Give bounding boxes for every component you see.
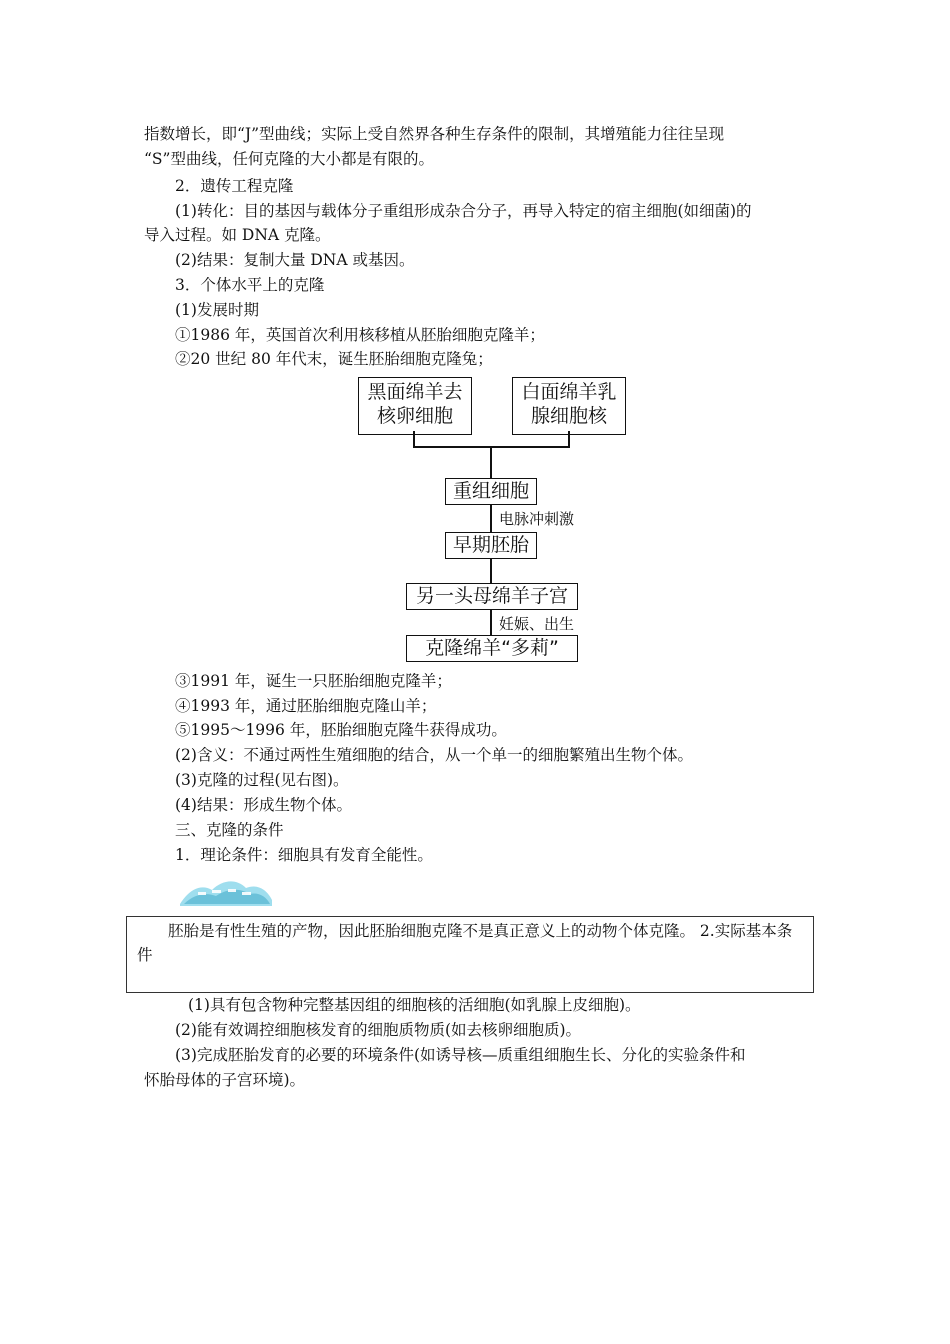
text-line: ①1986 年，英国首次利用核移植从胚胎细胞克隆羊；	[175, 326, 545, 344]
edge-label-electric-pulse: 电脉冲刺激	[499, 510, 575, 528]
text-line: ②20 世纪 80 年代末，诞生胚胎细胞克隆兔；	[175, 350, 493, 368]
text-line: 怀胎母体的子宫环境)。	[144, 1071, 306, 1089]
diagram-box-early-embryo: 早期胚胎	[445, 532, 537, 559]
section-heading: 三、克隆的条件	[175, 821, 284, 839]
connector	[490, 505, 492, 532]
connector	[490, 446, 492, 478]
text-line: “S”型曲线，任何克隆的大小都是有限的。	[144, 150, 434, 168]
text-line: (1)发展时期	[175, 301, 259, 319]
edge-label-pregnancy-birth: 妊娠、出生	[499, 615, 575, 633]
section-heading: 2．遗传工程克隆	[175, 177, 294, 195]
text-line: 指数增长，即“J”型曲线；实际上受自然界各种生存条件的限制，其增殖能力往往呈现	[144, 125, 725, 143]
note-text: 胚胎是有性生殖的产物，因此胚胎细胞克隆不是真正意义上的动物个体克隆。 2.实际基本条件	[137, 922, 793, 964]
text-line: (2)含义：不通过两性生殖细胞的结合，从一个单一的细胞繁殖出生物个体。	[175, 746, 693, 764]
diagram-box-surrogate-uterus: 另一头母绵羊子宫	[406, 583, 578, 610]
text-line: (3)完成胚胎发育的必要的环境条件(如诱导核—质重组细胞生长、分化的实验条件和	[175, 1046, 746, 1064]
text-line: (4)结果：形成生物个体。	[175, 796, 352, 814]
text-line: ④1993 年，通过胚胎细胞克隆山羊；	[175, 697, 437, 715]
text-line: (2)结果：复制大量 DNA 或基因。	[175, 251, 415, 269]
note-box	[126, 916, 814, 993]
text-line: (1)转化：目的基因与载体分子重组形成杂合分子，再导入特定的宿主细胞(如细菌)的	[175, 202, 752, 220]
text-line: 导入过程。如 DNA 克隆。	[144, 226, 331, 244]
section-heading: 3．个体水平上的克隆	[175, 276, 325, 294]
text-line: (1)具有包含物种完整基因组的细胞核的活细胞(如乳腺上皮细胞)。	[188, 996, 641, 1014]
text-line: 1．理论条件：细胞具有发育全能性。	[175, 846, 433, 864]
text-line: ③1991 年，诞生一只胚胎细胞克隆羊；	[175, 672, 452, 690]
diagram-box-enucleated-egg: 黑面绵羊去 核卵细胞	[358, 377, 472, 435]
text-line: (3)克隆的过程(见右图)。	[175, 771, 349, 789]
connector	[490, 610, 492, 635]
diagram-box-mammary-nucleus: 白面绵羊乳 腺细胞核	[512, 377, 626, 435]
text-line: (2)能有效调控细胞核发育的细胞质物质(如去核卵细胞质)。	[175, 1021, 582, 1039]
diagram-box-dolly: 克隆绵羊“多莉”	[406, 635, 578, 662]
connector	[490, 559, 492, 583]
decorative-badge-icon	[176, 874, 276, 908]
text-line: ⑤1995～1996 年，胚胎细胞克隆牛获得成功。	[175, 721, 507, 739]
diagram-box-recombined-cell: 重组细胞	[445, 478, 537, 505]
